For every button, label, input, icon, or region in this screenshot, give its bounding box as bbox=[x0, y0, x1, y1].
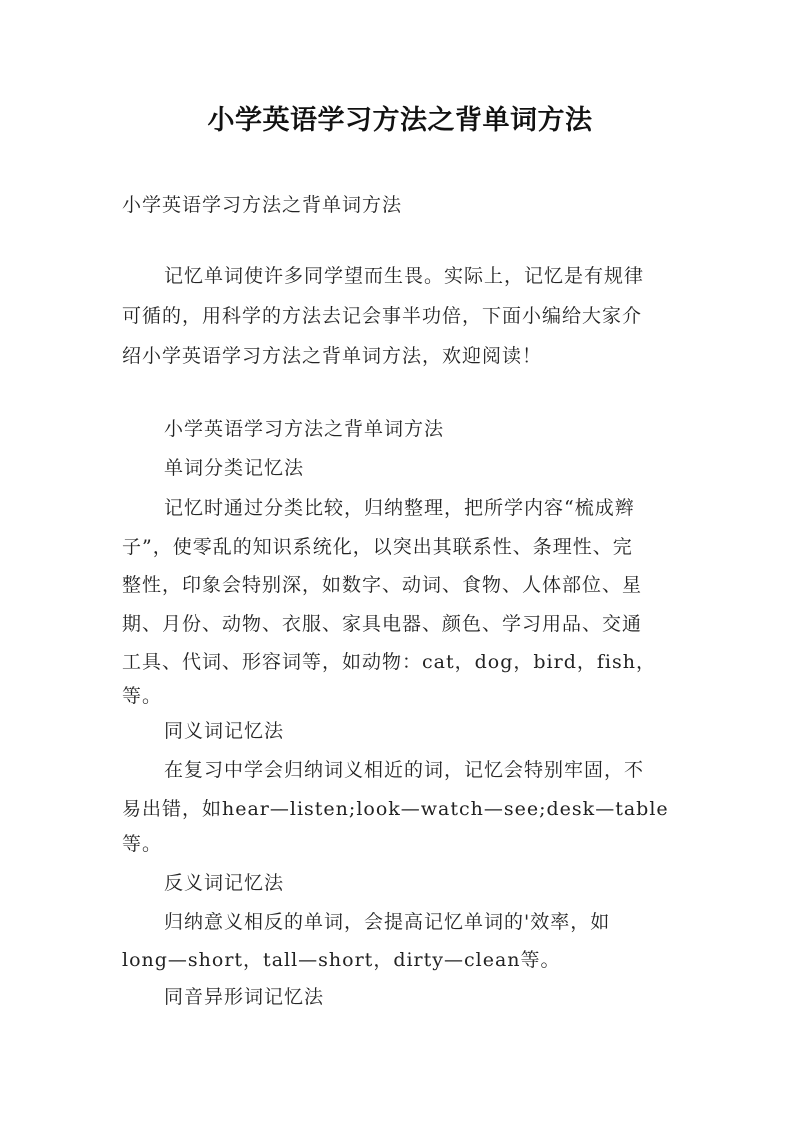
section-heading: 反义词记忆法 bbox=[164, 872, 285, 894]
paragraph-line: 易出错，如hear—listen;look—watch—see;desk—table bbox=[122, 798, 669, 820]
document-subtitle: 小学英语学习方法之背单词方法 bbox=[122, 194, 403, 216]
section-heading: 小学英语学习方法之背单词方法 bbox=[164, 418, 445, 440]
section-heading: 同音异形词记忆法 bbox=[164, 986, 325, 1008]
paragraph-line: 绍小学英语学习方法之背单词方法，欢迎阅读！ bbox=[122, 345, 543, 367]
paragraph-line: 整性，印象会特别深，如数字、动词、食物、人体部位、星 bbox=[122, 574, 643, 596]
section-heading: 单词分类记忆法 bbox=[164, 457, 305, 479]
section-heading: 同义词记忆法 bbox=[164, 720, 285, 742]
paragraph-line: 可循的，用科学的方法去记会事半功倍，下面小编给大家介 bbox=[122, 305, 643, 327]
paragraph-line: 期、月份、动物、衣服、家具电器、颜色、学习用品、交通 bbox=[122, 613, 643, 635]
document-title: 小学英语学习方法之背单词方法 bbox=[207, 105, 593, 136]
paragraph-line: long—short，tall—short，dirty—clean等。 bbox=[122, 949, 561, 971]
paragraph-line: 等。 bbox=[122, 685, 163, 707]
paragraph-line: 等。 bbox=[122, 833, 163, 855]
paragraph-line: 记忆时通过分类比较，归纳整理，把所学内容“梳成辫 bbox=[164, 497, 635, 519]
paragraph-line: 记忆单词使许多同学望而生畏。实际上，记忆是有规律 bbox=[164, 265, 645, 287]
paragraph-line: 归纳意义相反的单词，会提高记忆单词的'效率，如 bbox=[164, 911, 611, 933]
paragraph-line: 在复习中学会归纳词义相近的词，记忆会特别牢固，不 bbox=[164, 759, 645, 781]
paragraph-line: 子”，使零乱的知识系统化，以突出其联系性、条理性、完 bbox=[122, 536, 633, 558]
paragraph-line: 工具、代词、形容词等，如动物：cat，dog，bird，fish， bbox=[122, 651, 656, 673]
